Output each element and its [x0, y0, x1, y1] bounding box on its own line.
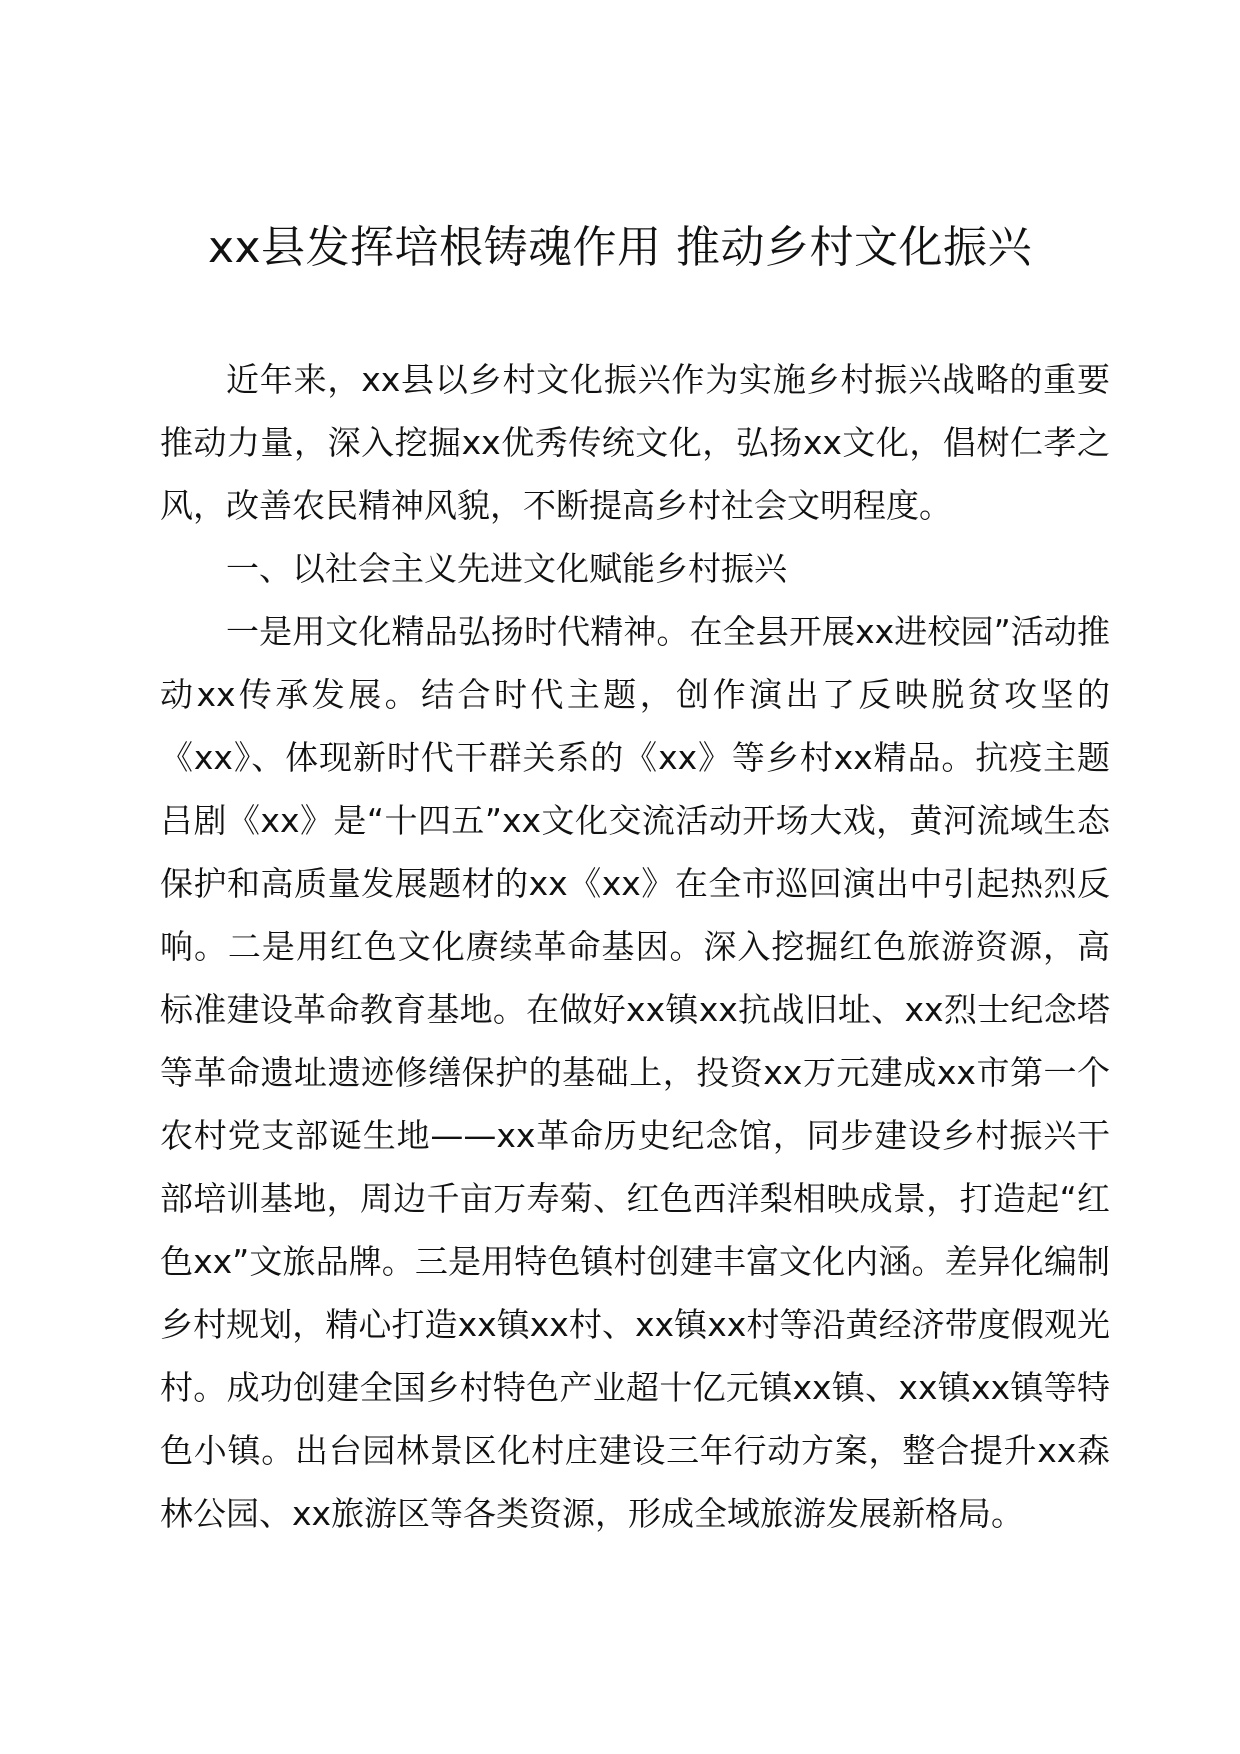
intro-paragraph: 近年来，xx县以乡村文化振兴作为实施乡村振兴战略的重要推动力量，深入挖掘xx优秀传统文化，弘扬xx文化，倡树仁孝之风，改善农民精神风貌，不断提高乡村社会文明程度。 — [160, 360, 1110, 525]
body-paragraph: 一是用文化精品弘扬时代精神。在全县开展xx进校园”活动推动xx传承发展。结合时代主题，创作演出了反映脱贫攻坚的《xx》、体现新时代干群关系的《xx》等乡村xx精品。抗疫主题吕剧《xx》是“十四五”xx文化交流活动开场大戏，黄河流域生态保护和高质量发展题材的xx《xx》在全市巡回演出中引起热烈反响。二是用红色文化赓续革命基因。深入挖掘红色旅游资源，高标准建设革命教育基地。在做好xx镇xx抗战旧址、xx烈士纪念塔等革命遗址遗迹修缮保护的基础上，投资xx万元建成xx市第一个农村党支部诞生地——xx革命历史纪念馆，同步建设乡村振兴干部培训基地，周边千亩万寿菊、红色西洋梨相映成景，打造起“红色xx”文旅品牌。三是用特色镇村创建丰富文化内涵。差异化编制乡村规划，精心打造xx镇xx村、xx镇xx村等沿黄经济带度假观光村。成功创建全国乡村特色产业超十亿元镇xx镇、xx镇xx镇等特色小镇。出台园林景区化村庄建设三年行动方案，整合提升xx森林公园、xx旅游区等各类资源，形成全域旅游发展新格局。 — [160, 612, 1110, 1533]
document-title: xx县发挥培根铸魂作用 推动乡村文化振兴 — [207, 222, 1033, 273]
document-body — [160, 348, 1110, 1545]
section-heading: 一、以社会主义先进文化赋能乡村振兴 — [226, 549, 787, 588]
